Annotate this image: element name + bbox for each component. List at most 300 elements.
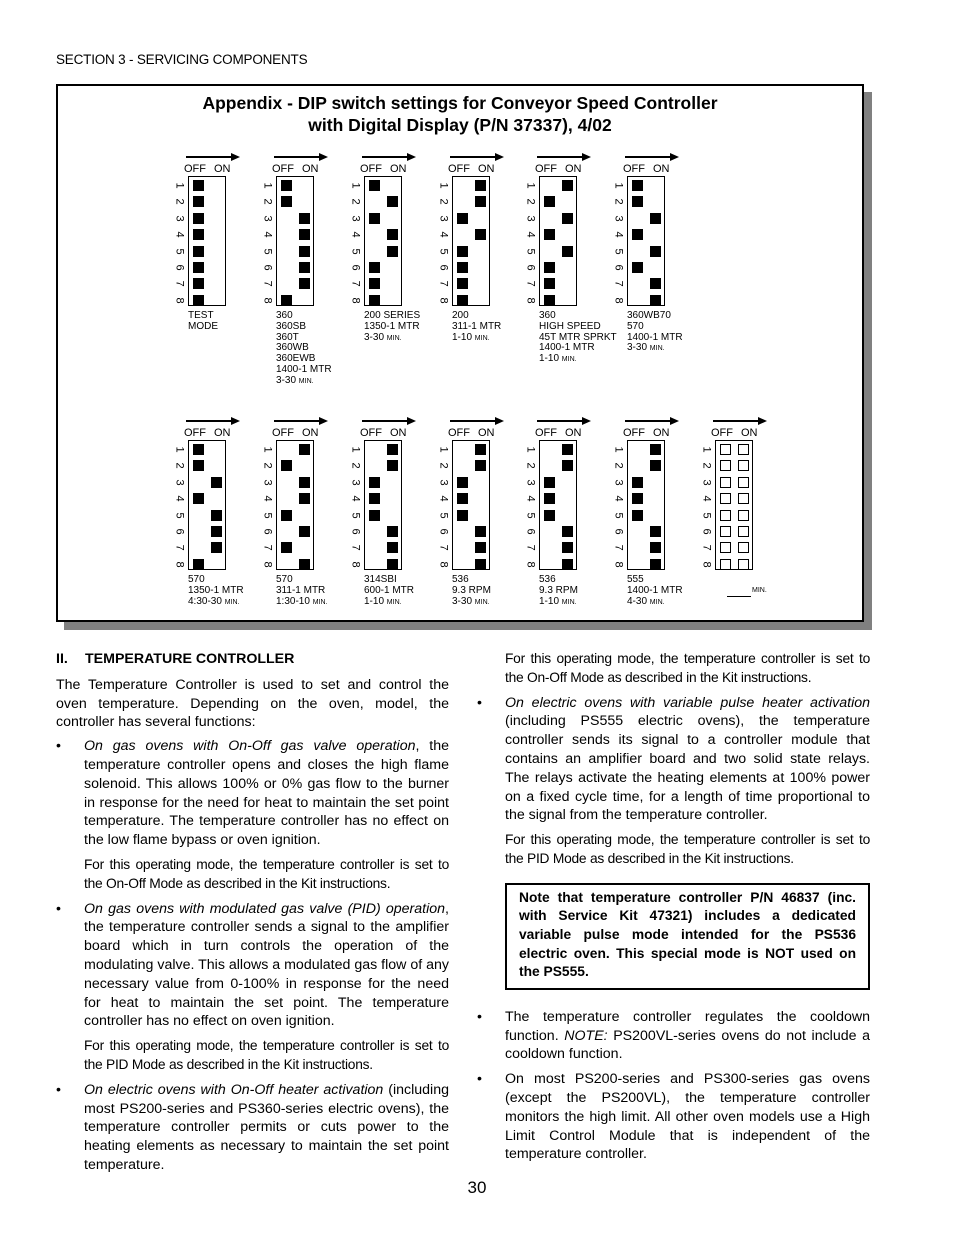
switch-off-icon [369, 493, 380, 504]
off-label: OFF [448, 163, 470, 175]
empty-square-icon [738, 460, 749, 471]
switch-position-1 [261, 180, 315, 191]
position-number: 1 [261, 182, 274, 189]
arrow-right-icon [450, 420, 500, 422]
on-label: ON [565, 427, 582, 439]
switch-on-icon [299, 477, 310, 488]
on-label: ON [302, 427, 319, 439]
switch-position-2 [173, 460, 227, 471]
switch-off-icon [193, 444, 204, 455]
bullet-text: PS200VL-series ovens do not include a cooldown function. [505, 1027, 870, 1063]
switch-position-2 [437, 196, 491, 207]
switch-caption: 200 311-1 MTR 1-10 MIN. [452, 310, 502, 343]
switch-position-4 [261, 493, 315, 504]
switch-on-icon [387, 559, 398, 570]
switch-position-4 [524, 493, 578, 504]
switch-on-icon [650, 295, 661, 306]
empty-square-icon [738, 444, 749, 455]
switch-off-icon [193, 278, 204, 289]
switch-position-2 [612, 460, 666, 471]
position-number: 6 [261, 528, 274, 535]
position-number: 2 [612, 198, 625, 205]
position-number: 1 [524, 182, 537, 189]
switch-position-2 [261, 460, 315, 471]
position-number: 8 [612, 297, 625, 304]
position-number: 3 [173, 479, 186, 486]
switch-position-8 [261, 295, 315, 306]
position-number: 1 [349, 446, 362, 453]
off-on-labels [272, 163, 327, 175]
switch-off-icon [193, 196, 204, 207]
switch-off-icon [544, 196, 555, 207]
arrow-right-icon [625, 420, 675, 422]
switch-position-8 [700, 559, 754, 570]
right-column [477, 650, 870, 1170]
left-column [56, 650, 449, 1181]
position-number: 8 [349, 297, 362, 304]
empty-square-icon [720, 493, 731, 504]
switch-position-5 [173, 246, 227, 257]
off-label: OFF [272, 427, 294, 439]
switch-on-icon [475, 460, 486, 471]
off-on-labels [360, 427, 415, 439]
arrow-right-icon [362, 156, 412, 158]
off-on-labels [448, 163, 503, 175]
position-number: 6 [437, 528, 450, 535]
switch-position-3 [612, 477, 666, 488]
switch-position-1 [524, 180, 578, 191]
position-number: 1 [612, 182, 625, 189]
switch-position-1 [612, 444, 666, 455]
bullet-text: (including PS555 electric ovens), the temperature controller sends its signal to a controller module that contains an amplifier board and two solid state relays. The relays activate the heating elements at 100% power on a fixed cycle time, for a length of time proportional to the signal from the temperature controller. [505, 713, 870, 824]
switch-position-4 [524, 229, 578, 240]
switch-position-8 [612, 559, 666, 570]
switch-caption: 555 1400-1 MTR 4-30 MIN. [627, 574, 683, 607]
switch-position-8 [173, 295, 227, 306]
switch-off-icon [193, 229, 204, 240]
position-number: 8 [173, 561, 186, 568]
note-label: NOTE: [564, 1027, 608, 1044]
arrow-right-icon [274, 156, 324, 158]
position-number: 5 [437, 512, 450, 519]
position-number: 2 [173, 198, 186, 205]
switch-on-icon [562, 213, 573, 224]
position-number: 4 [349, 231, 362, 238]
arrow-right-icon [450, 156, 500, 158]
mode-note: For this operating mode, the temperature controller is set to the PID Mode as described in the Kit instructions. [505, 832, 870, 866]
switch-position-3 [349, 477, 403, 488]
switch-off-icon [457, 510, 468, 521]
empty-square-icon [738, 526, 749, 537]
switch-on-icon [387, 229, 398, 240]
switch-position-4 [173, 229, 227, 240]
switch-on-icon [299, 278, 310, 289]
off-label: OFF [448, 427, 470, 439]
appendix-title-line1: Appendix - DIP switch settings for Conveyor Speed Controller [202, 93, 718, 113]
switch-position-1 [173, 180, 227, 191]
position-number: 2 [349, 462, 362, 469]
switch-caption: 360 360SB 360T 360WB 360EWB 1400-1 MTR 3-30 MIN. [276, 310, 332, 386]
position-number: 4 [524, 495, 537, 502]
position-number: 3 [612, 215, 625, 222]
switch-off-icon [193, 262, 204, 273]
position-number: 3 [349, 479, 362, 486]
switch-caption: 314SBI 600-1 MTR 1-10 MIN. [364, 574, 415, 607]
switch-position-7 [349, 542, 403, 553]
position-number: 6 [612, 528, 625, 535]
switch-position-7 [524, 542, 578, 553]
switch-position-6 [437, 262, 491, 273]
empty-square-icon [720, 559, 731, 570]
switch-off-icon [632, 493, 643, 504]
switch-on-icon [650, 526, 661, 537]
switch-on-icon [475, 444, 486, 455]
position-number: 7 [349, 544, 362, 551]
switch-on-icon [299, 262, 310, 273]
switch-on-icon [299, 213, 310, 224]
switch-position-2 [524, 460, 578, 471]
arrow-right-icon [537, 156, 587, 158]
switch-position-1 [437, 180, 491, 191]
switch-on-icon [475, 229, 486, 240]
switch-position-5 [524, 246, 578, 257]
switch-position-3 [612, 213, 666, 224]
bullet-text: (including most PS200-series and PS360-series electric ovens), the temperature controller permits or cuts power to the heating elements as necessary to maintain the set point temperature. [84, 1081, 449, 1173]
empty-square-icon [720, 526, 731, 537]
position-number: 2 [612, 462, 625, 469]
switch-off-icon [544, 229, 555, 240]
switch-frame [437, 176, 490, 306]
position-number: 3 [700, 479, 713, 486]
off-on-labels [272, 427, 327, 439]
position-number: 1 [437, 182, 450, 189]
position-number: 7 [173, 280, 186, 287]
on-label: ON [302, 163, 319, 175]
position-number: 1 [524, 446, 537, 453]
position-number: 2 [524, 462, 537, 469]
position-number: 8 [612, 561, 625, 568]
switch-on-icon [299, 526, 310, 537]
position-number: 1 [437, 446, 450, 453]
position-number: 5 [261, 248, 274, 255]
switch-position-6 [524, 262, 578, 273]
switch-on-icon [650, 559, 661, 570]
switch-on-icon [299, 444, 310, 455]
position-number: 6 [349, 264, 362, 271]
position-number: 5 [349, 512, 362, 519]
position-number: 1 [173, 446, 186, 453]
on-label: ON [478, 427, 495, 439]
page-number: 30 [467, 1178, 487, 1197]
on-label: ON [390, 427, 407, 439]
empty-square-icon [720, 542, 731, 553]
appendix-box [56, 84, 864, 622]
position-number: 8 [349, 561, 362, 568]
switch-off-icon [369, 477, 380, 488]
switch-frame [612, 176, 665, 306]
position-number: 4 [173, 495, 186, 502]
switch-frame [261, 440, 314, 570]
switch-position-1 [524, 444, 578, 455]
position-number: 3 [437, 215, 450, 222]
switch-position-7 [524, 278, 578, 289]
appendix-title-line2: with Digital Display (P/N 37337), 4/02 [308, 115, 612, 135]
position-number: 3 [612, 479, 625, 486]
switch-on-icon [650, 542, 661, 553]
position-number: 2 [261, 198, 274, 205]
switch-off-icon [369, 295, 380, 306]
switch-on-icon [299, 246, 310, 257]
switch-on-icon [299, 559, 310, 570]
switch-position-3 [261, 213, 315, 224]
position-number: 5 [524, 512, 537, 519]
switch-position-1 [612, 180, 666, 191]
position-number: 3 [349, 215, 362, 222]
switch-position-3 [173, 213, 227, 224]
position-number: 5 [524, 248, 537, 255]
switch-off-icon [544, 493, 555, 504]
switch-on-icon [562, 542, 573, 553]
switch-position-7 [612, 542, 666, 553]
position-number: 2 [173, 462, 186, 469]
position-number: 4 [261, 231, 274, 238]
position-number: 7 [261, 280, 274, 287]
empty-square-icon [738, 510, 749, 521]
position-number: 6 [173, 264, 186, 271]
switch-on-icon [562, 559, 573, 570]
position-number: 6 [437, 264, 450, 271]
bullet-gas-on-off [56, 737, 449, 850]
switch-on-icon [387, 444, 398, 455]
blank-fill-line [727, 596, 751, 597]
position-number: 4 [437, 231, 450, 238]
switch-position-7 [173, 278, 227, 289]
switch-on-icon [562, 246, 573, 257]
switch-position-4 [437, 493, 491, 504]
position-number: 1 [261, 446, 274, 453]
switch-position-2 [349, 196, 403, 207]
mode-note: For this operating mode, the temperature controller is set to the On-Off Mode as described in the Kit instructions. [505, 651, 870, 685]
switch-position-4 [700, 493, 754, 504]
switch-frame [612, 440, 665, 570]
position-number: 8 [524, 561, 537, 568]
mode-note: For this operating mode, the temperature controller is set to the On-Off Mode as described in the Kit instructions. [84, 856, 449, 891]
position-number: 1 [173, 182, 186, 189]
bullet-icon: • [56, 900, 61, 917]
arrow-right-icon [186, 156, 236, 158]
switch-caption: 360WB70 570 1400-1 MTR 3-30 MIN. [627, 310, 683, 354]
on-label: ON [390, 163, 407, 175]
position-number: 7 [437, 544, 450, 551]
switch-position-5 [524, 510, 578, 521]
switch-position-2 [700, 460, 754, 471]
switch-position-1 [173, 444, 227, 455]
switch-position-7 [261, 278, 315, 289]
switch-on-icon [475, 180, 486, 191]
switch-frame [173, 176, 226, 306]
switch-position-6 [261, 526, 315, 537]
position-number: 2 [349, 198, 362, 205]
section-number: II. [56, 651, 68, 667]
position-number: 8 [173, 297, 186, 304]
switch-off-icon [193, 213, 204, 224]
empty-square-icon [738, 493, 749, 504]
switch-position-7 [437, 542, 491, 553]
position-number: 2 [261, 462, 274, 469]
switch-on-icon [475, 196, 486, 207]
position-number: 8 [437, 561, 450, 568]
switch-caption: 570 1350-1 MTR 4:30-30 MIN. [188, 574, 244, 607]
position-number: 5 [173, 248, 186, 255]
switch-on-icon [299, 493, 310, 504]
off-on-labels [360, 163, 415, 175]
switch-position-1 [349, 180, 403, 191]
switch-off-icon [544, 477, 555, 488]
arrow-right-icon [713, 420, 763, 422]
switch-position-4 [612, 229, 666, 240]
position-number: 4 [261, 495, 274, 502]
switch-off-icon [457, 493, 468, 504]
switch-position-6 [173, 262, 227, 273]
switch-position-7 [700, 542, 754, 553]
off-label: OFF [623, 427, 645, 439]
note-box: Note that temperature controller P/N 46837 (inc. with Service Kit 47321) includes a dedicated variable pulse mode intended for the PS536 electric oven. This special mode is NOT used on the PS555. [505, 883, 870, 990]
position-number: 3 [261, 479, 274, 486]
position-number: 7 [524, 280, 537, 287]
bullet-lead: On gas ovens with modulated gas valve (PID) operation [84, 900, 446, 917]
position-number: 1 [349, 182, 362, 189]
on-label: ON [741, 427, 758, 439]
switch-on-icon [562, 460, 573, 471]
switch-position-5 [612, 246, 666, 257]
position-number: 5 [700, 512, 713, 519]
position-number: 7 [349, 280, 362, 287]
appendix-title [58, 92, 862, 136]
switch-caption: MIN. [715, 575, 767, 597]
switch-frame [349, 440, 402, 570]
position-number: 4 [349, 495, 362, 502]
switch-on-icon [650, 444, 661, 455]
bullet-text: , the temperature controller opens and closes the high flame solenoid. This allows 100% or 0% gas flow to the burner in response for the need for heat to maintain the set point temperature. The temperature controller has no effect on the low flame bypass or oven ignition. [84, 738, 449, 849]
switch-position-7 [261, 542, 315, 553]
switch-on-icon [387, 542, 398, 553]
on-label: ON [214, 427, 231, 439]
position-number: 8 [524, 297, 537, 304]
switch-off-icon [281, 460, 292, 471]
switch-position-3 [173, 477, 227, 488]
switch-off-icon [281, 196, 292, 207]
empty-square-icon [720, 510, 731, 521]
switch-on-icon [211, 542, 222, 553]
position-number: 1 [612, 446, 625, 453]
switch-frame [261, 176, 314, 306]
switch-off-icon [193, 246, 204, 257]
switch-position-3 [261, 477, 315, 488]
switch-off-icon [632, 477, 643, 488]
arrow-right-icon [537, 420, 587, 422]
switch-off-icon [193, 493, 204, 504]
off-label: OFF [360, 427, 382, 439]
position-number: 7 [612, 280, 625, 287]
switch-off-icon [193, 180, 204, 191]
switch-off-icon [544, 510, 555, 521]
off-on-labels [535, 163, 590, 175]
switch-off-icon [457, 295, 468, 306]
switch-position-5 [349, 510, 403, 521]
bullet-icon: • [477, 1008, 482, 1025]
switch-position-4 [612, 493, 666, 504]
arrow-right-icon [362, 420, 412, 422]
position-number: 5 [612, 512, 625, 519]
position-number: 3 [524, 215, 537, 222]
switch-on-icon [562, 444, 573, 455]
switch-on-icon [299, 229, 310, 240]
switch-off-icon [457, 213, 468, 224]
switch-position-3 [349, 213, 403, 224]
position-number: 7 [173, 544, 186, 551]
off-label: OFF [272, 163, 294, 175]
switch-caption: 536 9.3 RPM 1-10 MIN. [539, 574, 578, 607]
bullet-electric-on-off [56, 1081, 449, 1175]
switch-on-icon [387, 246, 398, 257]
bullet-lead: On gas ovens with On-Off gas valve operation [84, 738, 416, 755]
position-number: 6 [261, 264, 274, 271]
position-number: 7 [612, 544, 625, 551]
position-number: 8 [437, 297, 450, 304]
bullet-lead: On electric ovens with On-Off heater activation [84, 1081, 384, 1098]
switch-position-4 [261, 229, 315, 240]
empty-square-icon [720, 460, 731, 471]
switch-off-icon [281, 542, 292, 553]
switch-position-2 [437, 460, 491, 471]
position-number: 3 [173, 215, 186, 222]
empty-square-icon [720, 444, 731, 455]
off-label: OFF [535, 427, 557, 439]
switch-position-7 [612, 278, 666, 289]
on-label: ON [653, 427, 670, 439]
section-title: TEMPERATURE CONTROLLER [85, 651, 295, 667]
on-label: ON [478, 163, 495, 175]
switch-on-icon [211, 510, 222, 521]
arrow-right-icon [274, 420, 324, 422]
switch-position-2 [173, 196, 227, 207]
position-number: 8 [261, 297, 274, 304]
intro-paragraph: The Temperature Controller is used to set and control the oven temperature. Depending on the oven, model, the controller has several functions: [56, 676, 449, 731]
switch-position-8 [173, 559, 227, 570]
switch-position-6 [349, 262, 403, 273]
switch-off-icon [281, 295, 292, 306]
off-on-labels [711, 427, 766, 439]
switch-off-icon [632, 229, 643, 240]
switch-caption: 360 HIGH SPEED 45T MTR SPRKT 1400-1 MTR 1-10 MIN. [539, 310, 617, 365]
arrow-right-icon [625, 156, 675, 158]
empty-square-icon [738, 477, 749, 488]
switch-position-5 [612, 510, 666, 521]
switch-on-icon [475, 526, 486, 537]
switch-position-1 [261, 444, 315, 455]
switch-position-2 [349, 460, 403, 471]
bullet-icon: • [56, 738, 61, 755]
position-number: 2 [524, 198, 537, 205]
bullet-icon: • [56, 1081, 61, 1098]
switch-on-icon [562, 180, 573, 191]
on-label: ON [565, 163, 582, 175]
switch-position-6 [524, 526, 578, 537]
off-label: OFF [360, 163, 382, 175]
arrow-right-icon [186, 420, 236, 422]
switch-position-5 [261, 510, 315, 521]
switch-on-icon [211, 526, 222, 537]
